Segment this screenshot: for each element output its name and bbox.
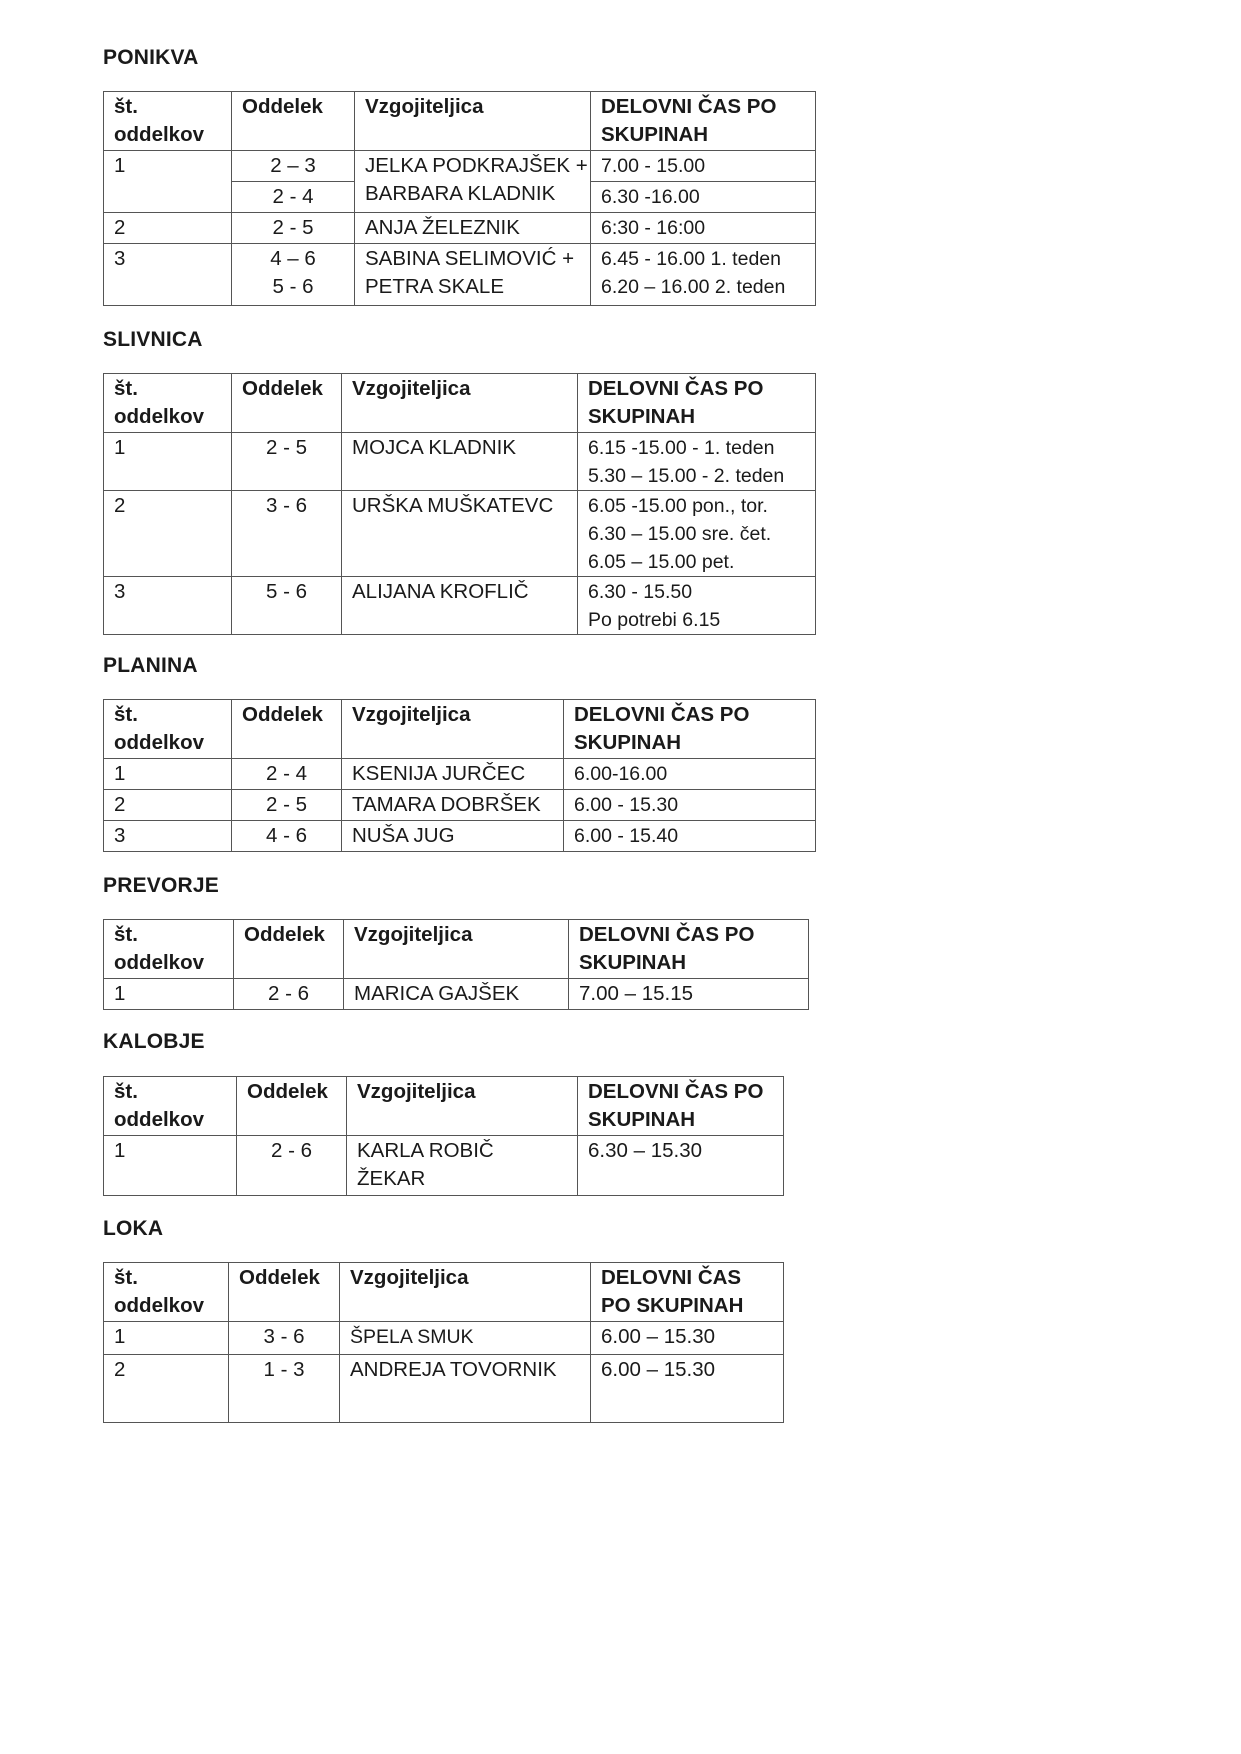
table-loka [103,1262,784,1423]
cell-oddelek: 2 - 5 [232,213,355,244]
cell-vzgojiteljica: KARLA ROBIČ ŽEKAR [347,1136,578,1196]
cell-st: 3 [104,244,232,306]
table-row [104,244,816,306]
cell-delovni-cas: 6.00 – 15.30 [591,1322,784,1355]
table-planina [103,699,816,852]
header-st-oddelkov: št. oddelkov [104,92,232,151]
section-title-ponikva: PONIKVA [103,46,199,69]
header-oddelek: Oddelek [232,374,342,433]
cell-oddelek: 1 - 3 [229,1355,340,1423]
cell-vzgojiteljica: ALIJANA KROFLIČ [342,577,578,635]
cell-delovni-cas: 6:30 - 16:00 [591,213,816,244]
cell-oddelek: 2 - 4 [232,182,355,213]
cell-st: 1 [104,979,234,1010]
header-vzgojiteljica: Vzgojiteljica [342,374,578,433]
section-title-kalobje: KALOBJE [103,1030,205,1053]
header-delovni-cas: DELOVNI ČAS PO SKUPINAH [578,1077,784,1136]
cell-delovni-cas: 6.05 -15.00 pon., tor. 6.30 – 15.00 sre. čet. 6.05 – 15.00 pet. [578,491,816,577]
header-oddelek: Oddelek [237,1077,347,1136]
cell-vzgojiteljica: TAMARA DOBRŠEK [342,790,564,821]
table-row [104,790,816,821]
table-header-row [104,374,816,433]
cell-st: 1 [104,1136,237,1196]
header-oddelek: Oddelek [232,92,355,151]
header-vzgojiteljica: Vzgojiteljica [344,920,569,979]
cell-vzgojiteljica: ŠPELA SMUK [340,1322,591,1355]
header-delovni-cas: DELOVNI ČAS PO SKUPINAH [591,1263,784,1322]
cell-oddelek: 2 - 6 [234,979,344,1010]
table-row [104,491,816,577]
section-title-planina: PLANINA [103,654,198,677]
header-delovni-cas: DELOVNI ČAS PO SKUPINAH [578,374,816,433]
table-row [104,1355,784,1423]
cell-st: 1 [104,433,232,491]
table-row [104,213,816,244]
cell-vzgojiteljica: ANJA ŽELEZNIK [355,213,591,244]
cell-oddelek: 2 - 5 [232,790,342,821]
cell-vzgojiteljica: MARICA GAJŠEK [344,979,569,1010]
table-header-row [104,1077,784,1136]
cell-st: 2 [104,491,232,577]
cell-vzgojiteljica: NUŠA JUG [342,821,564,852]
cell-st: 1 [104,1322,229,1355]
table-slivnica [103,373,816,635]
cell-oddelek: 2 - 5 [232,433,342,491]
cell-delovni-cas: 6.45 - 16.00 1. teden 6.20 – 16.00 2. teden [591,244,816,306]
cell-delovni-cas: 6.00 – 15.30 [591,1355,784,1423]
cell-oddelek: 2 - 4 [232,759,342,790]
cell-vzgojiteljica: URŠKA MUŠKATEVC [342,491,578,577]
section-title-prevorje: PREVORJE [103,874,219,897]
header-st-oddelkov: št. oddelkov [104,374,232,433]
table-row [104,577,816,635]
cell-st: 3 [104,577,232,635]
cell-vzgojiteljica: MOJCA KLADNIK [342,433,578,491]
table-header-row [104,920,809,979]
header-st-oddelkov: št. oddelkov [104,700,232,759]
header-oddelek: Oddelek [232,700,342,759]
header-delovni-cas: DELOVNI ČAS PO SKUPINAH [591,92,816,151]
table-header-row [104,700,816,759]
cell-vzgojiteljica: JELKA PODKRAJŠEK + BARBARA KLADNIK [355,151,591,213]
table-row [104,759,816,790]
cell-delovni-cas: 7.00 – 15.15 [569,979,809,1010]
table-prevorje [103,919,809,1010]
cell-oddelek: 2 - 6 [237,1136,347,1196]
cell-st: 1 [104,151,232,213]
table-row [104,979,809,1010]
header-oddelek: Oddelek [229,1263,340,1322]
header-vzgojiteljica: Vzgojiteljica [355,92,591,151]
cell-oddelek: 3 - 6 [232,491,342,577]
cell-st: 2 [104,790,232,821]
section-title-slivnica: SLIVNICA [103,328,203,351]
table-kalobje [103,1076,784,1196]
cell-st: 3 [104,821,232,852]
cell-vzgojiteljica: ANDREJA TOVORNIK [340,1355,591,1423]
cell-delovni-cas: 6.15 -15.00 - 1. teden 5.30 – 15.00 - 2. teden [578,433,816,491]
header-st-oddelkov: št. oddelkov [104,1263,229,1322]
table-row [104,433,816,491]
header-vzgojiteljica: Vzgojiteljica [340,1263,591,1322]
cell-vzgojiteljica: KSENIJA JURČEC [342,759,564,790]
header-vzgojiteljica: Vzgojiteljica [347,1077,578,1136]
cell-delovni-cas: 6.30 – 15.30 [578,1136,784,1196]
table-header-row [104,92,816,151]
cell-st: 1 [104,759,232,790]
header-st-oddelkov: št. oddelkov [104,1077,237,1136]
header-oddelek: Oddelek [234,920,344,979]
table-row [104,1136,784,1196]
cell-st: 2 [104,213,232,244]
table-ponikva [103,91,816,306]
cell-oddelek: 5 - 6 [232,577,342,635]
header-delovni-cas: DELOVNI ČAS PO SKUPINAH [569,920,809,979]
table-row [104,1322,784,1355]
cell-delovni-cas: 6.00 - 15.40 [564,821,816,852]
header-delovni-cas: DELOVNI ČAS PO SKUPINAH [564,700,816,759]
cell-oddelek: 3 - 6 [229,1322,340,1355]
header-st-oddelkov: št. oddelkov [104,920,234,979]
cell-st: 2 [104,1355,229,1423]
cell-oddelek: 4 - 6 [232,821,342,852]
cell-delovni-cas: 6.30 - 15.50 Po potrebi 6.15 [578,577,816,635]
cell-oddelek: 2 – 3 [232,151,355,182]
cell-delovni-cas: 6.00-16.00 [564,759,816,790]
header-vzgojiteljica: Vzgojiteljica [342,700,564,759]
table-row [104,821,816,852]
cell-delovni-cas: 6.00 - 15.30 [564,790,816,821]
section-title-loka: LOKA [103,1217,164,1240]
table-row [104,151,816,182]
table-header-row [104,1263,784,1322]
cell-delovni-cas: 6.30 -16.00 [591,182,816,213]
cell-vzgojiteljica: SABINA SELIMOVIĆ + PETRA SKALE [355,244,591,306]
cell-delovni-cas: 7.00 - 15.00 [591,151,816,182]
cell-oddelek: 4 – 6 5 - 6 [232,244,355,306]
